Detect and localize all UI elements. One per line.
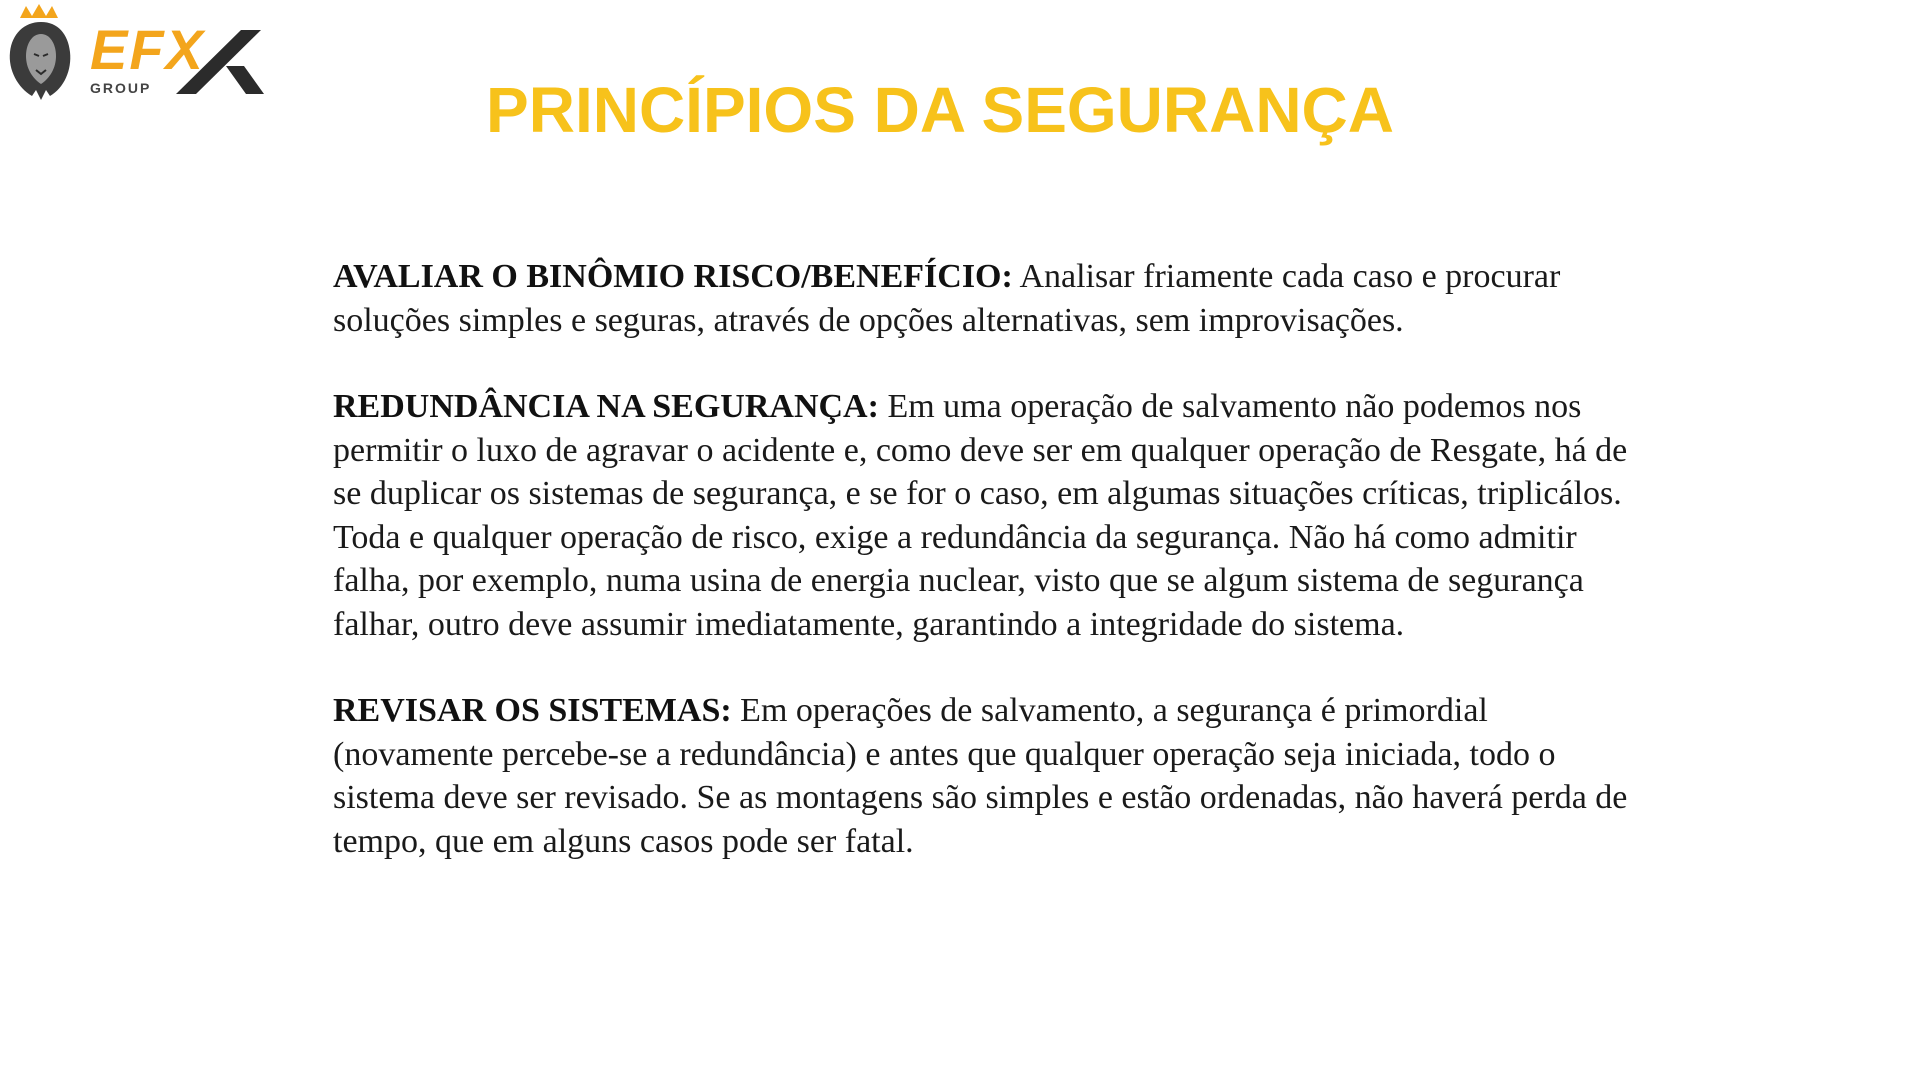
paragraph-heading: AVALIAR O BINÔMIO RISCO/BENEFÍCIO:: [333, 258, 1013, 295]
paragraph-revisar: [333, 689, 1633, 863]
page-title: PRINCÍPIOS DA SEGURANÇA: [486, 74, 1394, 146]
paragraph-redundancia: [333, 385, 1633, 646]
logo-sub: GROUP: [90, 80, 152, 96]
paragraph-text: Em uma operação de salvamento não podemos nos permitir o luxo de agravar o acidente e, como deve ser em qualquer operação de Resgate, há de se duplicar os sistemas de segurança, e se for o caso, em algumas situações críticas, triplicálos. Toda e qualquer operação de risco, exige a redundância da segurança. Não há como admitir falha, por exemplo, numa usina de energia nuclear, visto que se algum sistema de segurança falhar, outro deve assumir imediatamente, garantindo a integridade do sistema.: [333, 388, 1628, 643]
paragraph-heading: REDUNDÂNCIA NA SEGURANÇA:: [333, 388, 879, 425]
logo-brand: EFX: [90, 18, 205, 81]
paragraph-text: Em operações de salvamento, a segurança é primordial (novamente percebe-se a redundância) e antes que qualquer operação seja iniciada, todo o sistema deve ser revisado. Se as montagens são simples e estão ordenadas, não haverá perda de tempo, que em alguns casos pode ser fatal.: [333, 692, 1628, 860]
paragraph-heading: REVISAR OS SISTEMAS:: [333, 692, 732, 729]
paragraph-text: Analisar friamente cada caso e procurar soluções simples e seguras, através de opções alternativas, sem improvisações.: [333, 258, 1561, 339]
paragraph-binomio: [333, 255, 1633, 342]
content-body: [333, 255, 1633, 906]
